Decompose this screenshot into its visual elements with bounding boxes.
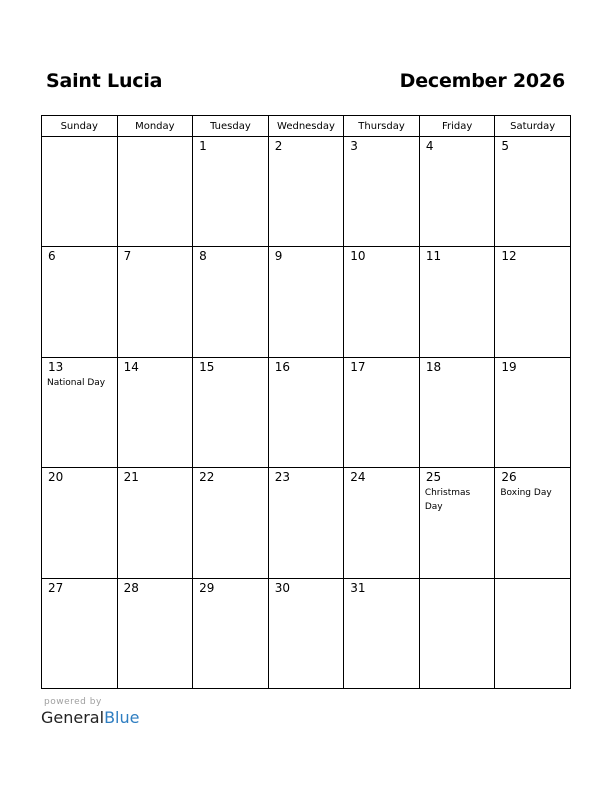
day-cell [268,247,344,357]
day-cell [495,137,571,247]
week-row [42,247,571,357]
day-cell [495,578,571,688]
day-cell [268,137,344,247]
day-cell [495,357,571,467]
day-cell [42,578,118,688]
day-number: 12 [501,249,517,264]
day-cell [419,137,495,247]
day-cell [42,468,118,578]
weekday-thursday: Thursday [344,116,420,137]
day-cell [344,357,420,467]
day-cell [193,578,269,688]
day-number: 28 [123,580,139,595]
day-number [420,579,495,582]
weekday-wednesday: Wednesday [268,116,344,137]
day-cell [344,578,420,688]
weekday-sunday: Sunday [42,116,118,137]
generalblue-logo[interactable] [41,708,139,727]
day-number: 10 [350,249,366,264]
day-number: 3 [350,139,358,153]
day-number: 4 [425,139,434,153]
day-number: 18 [425,359,442,374]
day-number: 31 [350,580,366,595]
day-number: 16 [274,359,290,374]
day-cell [495,247,571,357]
day-number: 24 [350,470,366,485]
weekday-saturday: Saturday [495,116,571,137]
day-number: 17 [350,359,366,374]
day-number: 27 [48,580,64,595]
logo-blue-text: Blue [104,708,140,727]
day-number [495,579,570,582]
day-number: 13 [48,359,64,374]
day-cell [42,137,118,247]
week-row [42,357,571,467]
day-cell [268,357,344,467]
day-cell [268,468,344,578]
day-cell [419,468,495,578]
week-row [42,468,571,578]
day-cell [344,137,420,247]
day-cell [117,578,193,688]
logo-general-text: General [41,708,105,727]
day-cell [419,578,495,688]
calendar-grid [41,115,571,689]
day-number: 7 [123,249,132,264]
day-number [42,137,117,140]
day-number: 14 [123,359,139,374]
calendar-country-title: Saint Lucia [46,70,163,92]
day-cell [193,137,269,247]
day-cell [117,468,193,578]
day-number: 19 [501,359,517,374]
day-cell [268,578,344,688]
week-row [42,578,571,688]
day-number: 8 [199,249,207,264]
holiday-label: Christmas Day [424,488,471,513]
weekday-monday: Monday [117,116,193,137]
weekday-header-row [42,116,571,137]
holiday-label: National Day [47,377,106,388]
day-number: 30 [274,580,290,595]
day-cell [495,468,571,578]
day-number: 23 [274,470,290,485]
weekday-tuesday: Tuesday [193,116,269,137]
day-number: 2 [274,139,283,153]
day-cell [344,247,420,357]
day-cell [193,247,269,357]
day-cell [193,357,269,467]
day-number: 21 [123,470,139,485]
day-cell [419,357,495,467]
powered-by-text: powered by [44,697,102,707]
day-number: 5 [501,139,510,153]
day-number: 9 [274,249,283,264]
day-number [118,137,193,140]
day-cell [344,468,420,578]
day-number: 29 [199,580,215,595]
day-number: 26 [501,470,517,485]
day-number: 6 [48,249,56,264]
day-number: 11 [425,249,442,264]
holiday-label: Boxing Day [500,488,552,499]
calendar-month-title: December 2026 [399,70,565,92]
day-number: 15 [199,359,215,374]
day-number: 22 [199,470,215,485]
day-cell [117,247,193,357]
day-cell [419,247,495,357]
weekday-friday: Friday [419,116,495,137]
day-cell [42,247,118,357]
week-row [42,137,571,247]
day-number: 20 [48,470,64,485]
day-cell [117,357,193,467]
day-number: 25 [425,470,442,485]
day-cell [42,357,118,467]
day-number: 1 [199,139,207,153]
day-cell [193,468,269,578]
day-cell [117,137,193,247]
